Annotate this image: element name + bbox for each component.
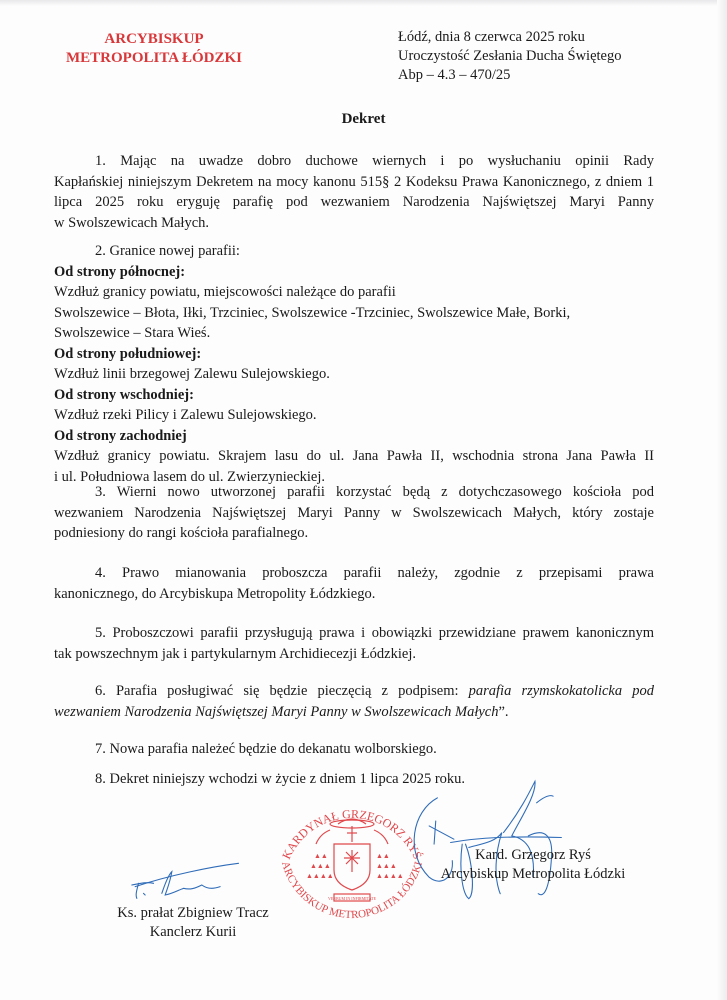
point-5-text [54, 623, 654, 664]
document-title: Dekret [341, 111, 386, 127]
boundary-west-heading: Od strony zachodniej [54, 427, 187, 444]
seal-inscription-line1: parafia rzymskokatolicka pod [468, 683, 654, 699]
boundary-north-line: Swolszewice – Błota, Iłki, Trzciniec, Swolszewice -Trzciniec, Swolszewice Małe, Borki, [54, 304, 571, 321]
seal-inscription-line2: wezwaniem Narodzenia Najświętszej Maryi Panny w Swolszewicach Małych [54, 703, 499, 720]
boundary-south-text: Wzdłuż linii brzegowej Zalewu Sulejowskiego. [54, 366, 330, 382]
point-6-suffix: ”. [498, 703, 509, 720]
chancellor-name: Ks. prałat Zbigniew Tracz [117, 905, 269, 921]
archbishop-signature-block [440, 846, 626, 884]
seal-text-bottom: ARCYBISKUP METROPOLITA ŁÓDZKI [278, 860, 425, 922]
sender-line2: METROPOLITA ŁÓDZKI [65, 50, 242, 66]
svg-text:▲▲▲: ▲▲▲ [376, 862, 397, 870]
point-8-text: 8. Dekret niniejszy wchodzi w życie z dniem 1 lipca 2025 roku. [95, 771, 466, 787]
text-line: i ul. Południowa lasem do ul. Zwierzynieckiej. [54, 468, 326, 485]
boundary-south-heading: Od strony południowej: [54, 345, 202, 362]
text-line: 5. Proboszczowi parafii przysługują prawa i obowiązki przewidziane prawem kanonicznym [95, 625, 654, 641]
point-7-text: 7. Nowa parafia należeć będzie do dekanatu wolborskiego. [95, 741, 437, 757]
point-6-line [54, 702, 654, 723]
boundary-west-text [54, 446, 654, 487]
chancellor-title: Kanclerz Kurii [149, 924, 237, 940]
text-line: 4. Prawo mianowania proboszcza parafii należy, zgodnie z przepisami prawa [95, 565, 654, 581]
sender-line1: ARCYBISKUP [104, 31, 204, 47]
text-line: lipca 2025 roku eryguję parafię pod wezwaniem Narodzenia Najświętszej Maryi Panny [54, 194, 654, 210]
text-line: 3. Wierni nowo utworzonej parafii korzystać będą z dotychczasowego kościoła pod [95, 484, 654, 500]
scan-edge-top [0, 0, 727, 6]
svg-text:▲▲▲: ▲▲▲ [310, 862, 331, 870]
boundary-north-line: Wzdłuż granicy powiatu, miejscowości należące do parafii [54, 284, 396, 300]
svg-text:▲▲: ▲▲ [314, 852, 328, 860]
chancellor-signature-image [116, 860, 266, 900]
archbishop-title: Arcybiskup Metropolita Łódzki [440, 866, 626, 882]
svg-text:▲▲▲▲: ▲▲▲▲ [376, 872, 404, 880]
sender-block [54, 30, 254, 68]
text-line: tak powszechnym jak i partykularnym Archidiecezji Łódzkiej. [54, 645, 416, 662]
point-2-intro: 2. Granice nowej parafii: [95, 243, 240, 259]
point-7 [54, 739, 654, 760]
scan-edge-right [717, 0, 727, 1000]
archbishop-name: Kard. Grzegorz Ryś [475, 847, 591, 863]
text-line: kanonicznego, do Arcybiskupa Metropolity Łódzkiego. [54, 585, 376, 602]
point-6-line [54, 681, 654, 702]
text-line: Kapłańskiej niniejszym Dekretem na mocy kanonu 515§ 2 Kodeksu Prawa Kanonicznego, z dniem 1 [54, 173, 654, 190]
boundary-east-text: Wzdłuż rzeki Pilicy i Zalewu Sulejowskiego. [54, 407, 317, 423]
point-4 [54, 563, 654, 604]
point-4-text [54, 563, 654, 604]
point-1 [54, 151, 654, 233]
meta-block [398, 28, 621, 85]
chancellor-signature-block [93, 904, 293, 942]
svg-text:▲▲▲▲: ▲▲▲▲ [306, 872, 334, 880]
text-line: Wzdłuż granicy powiatu. Skrajem lasu do ul. Jana Pawła II, wschodnia strona Jana Pawła II [54, 448, 654, 464]
occasion-line: Uroczystość Zesłania Ducha Świętego [398, 48, 622, 64]
point-2 [54, 241, 654, 487]
coat-of-arms-icon [316, 819, 388, 901]
point-3 [54, 482, 654, 544]
seal-text-top: KARDYNAŁ GRZEGORZ RYŚ [279, 806, 425, 862]
point-5 [54, 623, 654, 664]
svg-text:▲▲: ▲▲ [376, 852, 390, 860]
point-1-text [54, 151, 654, 233]
boundary-east-heading: Od strony wschodniej: [54, 386, 194, 403]
point-6-prefix: 6. Parafia posługiwać się będzie pieczęcią z podpisem: [95, 683, 469, 699]
point-6 [54, 681, 654, 722]
point-3-text [54, 482, 654, 544]
seal-motto: VERBUM IN INFIRMITATE [327, 896, 377, 901]
boundary-north-heading: Od strony północnej: [54, 263, 186, 280]
reference-number: Abp – 4.3 – 470/25 [398, 67, 511, 83]
text-line: wezwaniem Narodzenia Najświętszej Maryi Panny w Swolszewicach Małych, który zostaje [54, 504, 654, 521]
text-line: 1. Mając na uwadze dobro duchowe wiernych i po wysłuchaniu opinii Rady [95, 153, 654, 169]
text-line: w Swolszewicach Małych. [54, 214, 210, 231]
text-line: podniesiony do rangi kościoła parafialnego. [54, 525, 309, 541]
boundary-north-line: Swolszewice – Stara Wieś. [54, 325, 211, 341]
date-line: Łódź, dnia 8 czerwca 2025 roku [398, 29, 585, 45]
